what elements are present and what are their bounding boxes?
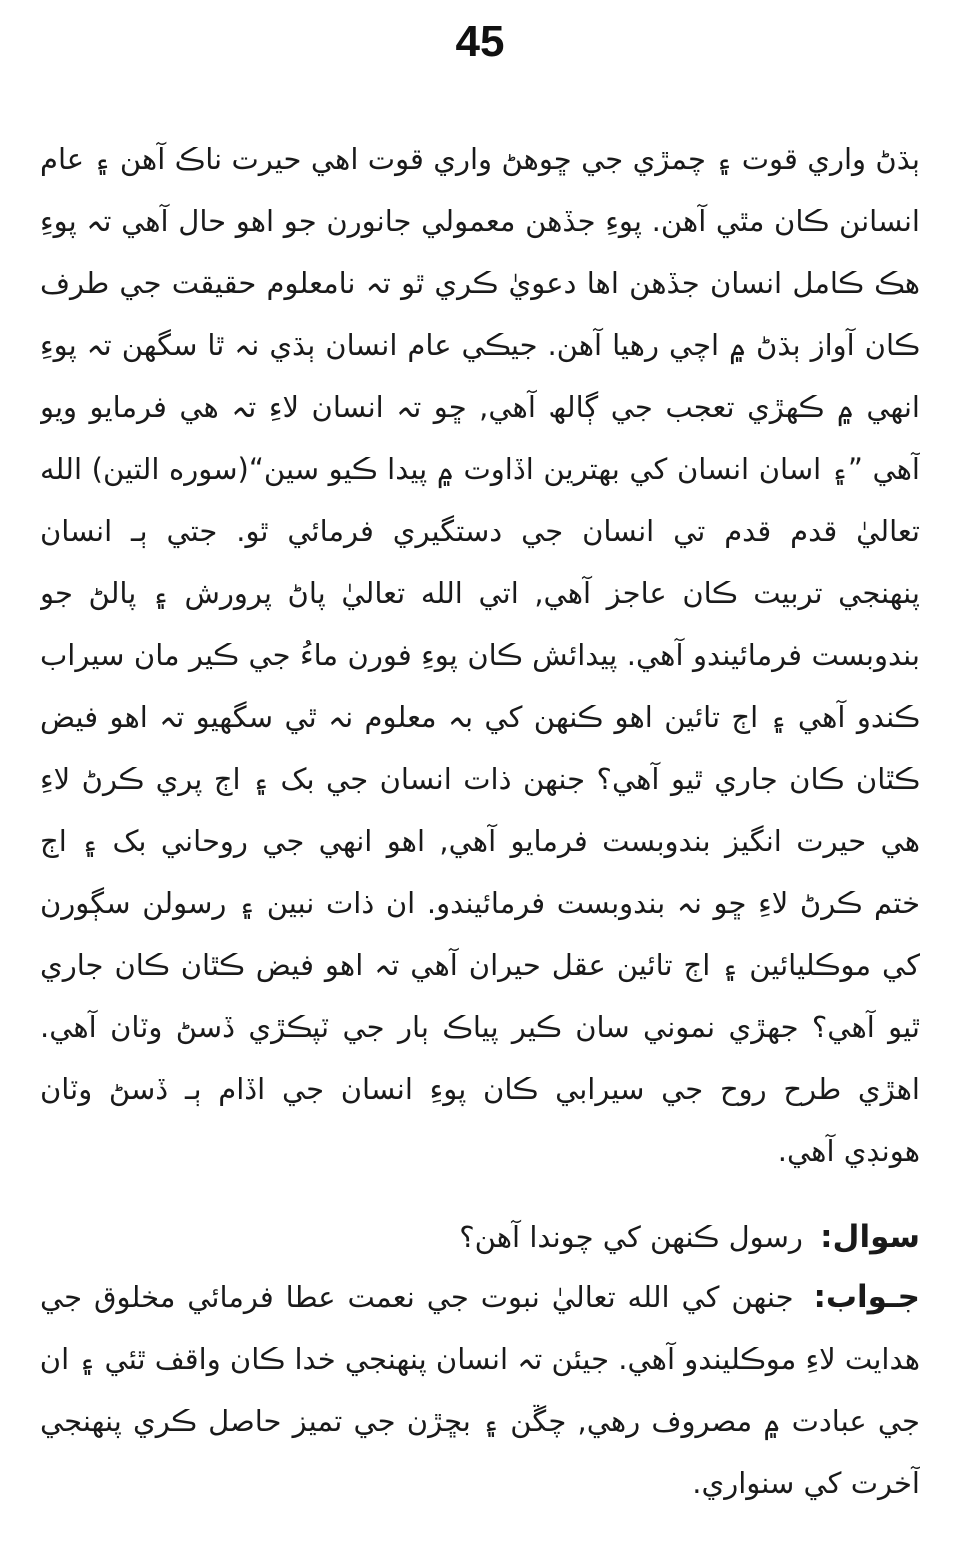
paragraph-line: هي حيرت انگيز بندوبست فرمايو آهي, اهو انهي جي روحاني بک ۽ اڄ: [40, 824, 920, 858]
question-label: سوال:: [820, 1219, 920, 1255]
question-line: [40, 1206, 920, 1268]
answer-text: جنهن کي الله تعاليٰ نبوت جي نعمت عطا فرمائي مخلوق جي: [40, 1280, 794, 1314]
answer-line: هدايت لاءِ موڪليندو آهي. جيئن تہ انسان پنهنجي خدا ڪان واقف ٿئي ۽ ان: [40, 1342, 920, 1376]
answer-block: [40, 1266, 920, 1514]
paragraph-line: تعاليٰ قدم قدم تي انسان جي دستگيري فرمائي ٿو. جتي ٻـ انسان: [40, 514, 920, 548]
paragraph-line: ٻڌڻ واري قوت ۽ چمڙي جي ڇوهڻ واري قوت اهي حيرت ناڪ آهن ۽ عام: [40, 142, 920, 176]
question-text: رسول ڪنهن کي چوندا آهن؟: [459, 1220, 803, 1254]
answer-label: جـواب:: [813, 1279, 920, 1315]
question-block: [40, 1206, 920, 1268]
paragraph-line: ڪندو آهي ۽ اڄ تائين اهو ڪنهن کي بہ معلوم نہ ٿي سگهيو تہ اهو فيض: [40, 700, 920, 734]
paragraph-line: اهڙي طرح روح جي سيرابي ڪان پوءِ انسان جي اڏام ٻـ ڏسڻ وٽان: [40, 1072, 920, 1106]
body-paragraph: [40, 128, 920, 1182]
paragraph-line: ختم ڪرڻ لاءِ ڇو نہ بندوبست فرمائيندو. ان ذات نبين ۽ رسولن سڳورن: [40, 886, 920, 920]
paragraph-line: هونڊي آهي.: [777, 1134, 920, 1168]
paragraph-line: کي موڪليائين ۽ اڄ تائين عقل حيران آهي تہ اهو فيض ڪٿان ڪان جاري: [40, 948, 920, 982]
paragraph-line: ٿيو آهي؟ جهڙي نموني سان ڪير پياڪ ٻار جي ٽپڪڙي ڏسڻ وٽان آهي.: [40, 1010, 920, 1044]
paragraph-line: پنهنجي تربيت ڪان عاجز آهي, اتي الله تعاليٰ پاڻ پرورش ۽ پالڻ جو: [40, 576, 920, 610]
paragraph-line: آهي ”۽ اسان انسان کي بهترين اڏاوت ۾ پيدا ڪيو سين“(سوره التين) الله: [40, 452, 920, 486]
answer-line: آخرت کي سنواري.: [692, 1466, 920, 1500]
page-number: 45: [455, 17, 505, 66]
answer-line: [40, 1266, 920, 1328]
paragraph-line: بندوبست فرمائيندو آهي. پيدائش ڪان پوءِ فورن ماءُ جي ڪير مان سيراب: [40, 638, 920, 672]
paragraph-line: انسانن ڪان مٿي آهن. پوءِ جڏهن معمولي جانورن جو اهو حال آهي تہ پوءِ: [40, 204, 920, 238]
paragraph-line: ڪٿان ڪان جاري ٿيو آهي؟ جنهن ذات انسان جي بک ۽ اڄ پري ڪرڻ لاءِ: [40, 762, 920, 796]
paragraph-line: ڪان آواز ٻڌڻ ۾ اچي رهيا آهن. جيڪي عام انسان ٻڌي نہ ٿا سگهن تہ پوءِ: [40, 328, 920, 362]
paragraph-line: انهي ۾ ڪهڙي تعجب جي ڳالھ آهي, ڇو تہ انسان لاءِ تہ هي فرمايو ويو: [40, 390, 920, 424]
answer-line: جي عبادت ۾ مصروف رهي, چڱن ۽ بڇڙن جي تميز حاصل ڪري پنهنجي: [40, 1404, 920, 1438]
paragraph-line: هڪ ڪامل انسان جڏهن اها دعويٰ ڪري ٿو تہ نامعلوم حقيقت جي طرف: [40, 266, 920, 300]
